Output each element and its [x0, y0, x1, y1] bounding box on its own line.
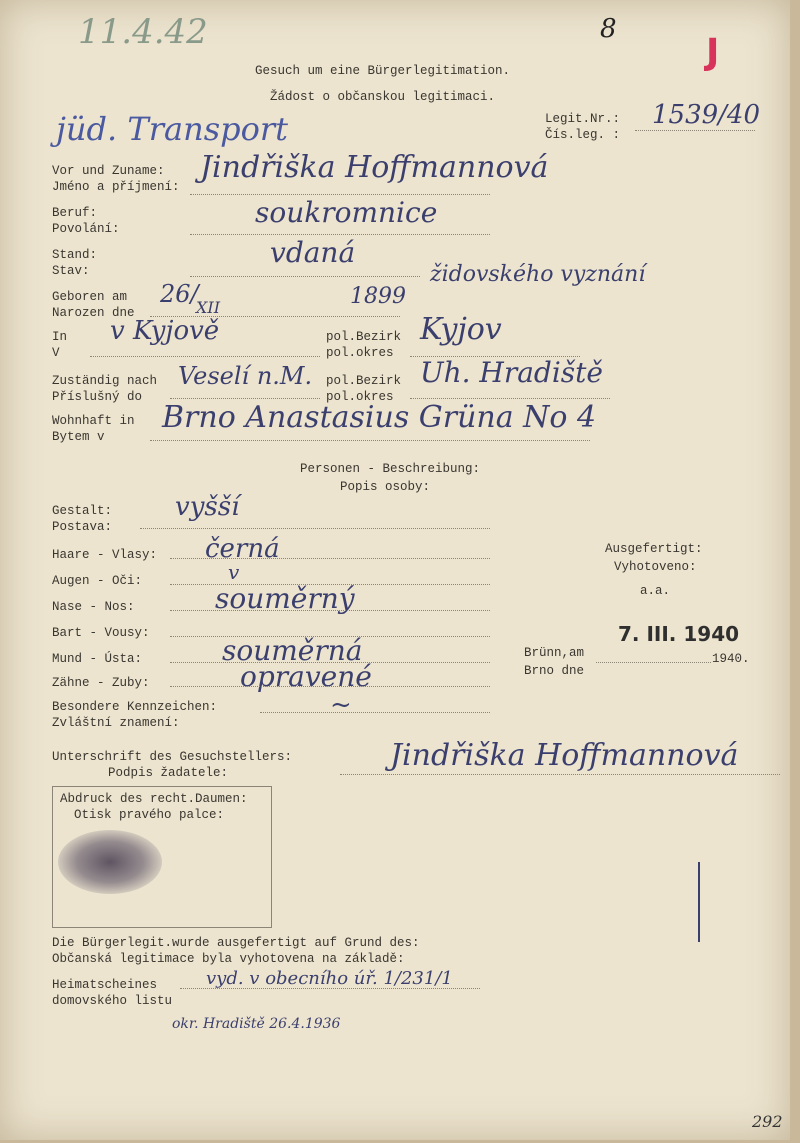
born-day: 26/	[160, 280, 199, 308]
issued-label-cz: Vyhotoveno:	[614, 560, 697, 574]
teeth-value: opravené	[240, 660, 372, 693]
stand-label-de: Stand:	[52, 248, 98, 262]
heimat-label-cz: domovského listu	[52, 994, 173, 1008]
nose-label: Nase - Nos:	[52, 600, 135, 614]
in-bezirk-de: pol.Bezirk	[326, 330, 402, 344]
zustandig-bezirk-line	[410, 398, 610, 399]
hair-label: Haare - Vlasy:	[52, 548, 158, 562]
signature-label-de: Unterschrift des Gesuchstellers:	[52, 750, 293, 764]
zustandig-line	[170, 398, 320, 399]
transport-note: jüd. Transport	[56, 110, 289, 148]
heimat-line	[180, 988, 480, 989]
teeth-line	[170, 686, 490, 687]
heimat-value: vyd. v obecního úř. 1/231/1	[206, 968, 453, 989]
mouth-value: souměrná	[222, 634, 363, 667]
issued-date-line	[596, 662, 711, 663]
beruf-label-de: Beruf:	[52, 206, 98, 220]
marks-value: ~	[330, 690, 352, 720]
stand-label-cz: Stav:	[52, 264, 90, 278]
wohnhaft-label-de: Wohnhaft in	[52, 414, 135, 428]
legit-nr-line	[635, 130, 755, 131]
nose-value: souměrný	[215, 582, 355, 615]
born-label-de: Geboren am	[52, 290, 128, 304]
issued-date-stamp: 7. III. 1940	[618, 622, 740, 646]
marks-label-cz: Zvláštní znamení:	[52, 716, 180, 730]
zustandig-label-de: Zuständig nach	[52, 374, 158, 388]
mouth-label: Mund - Ústa:	[52, 652, 143, 666]
pen-stroke	[698, 862, 700, 942]
hair-value: černá	[205, 534, 280, 564]
wohnhaft-value: Brno Anastasius Grüna No 4	[162, 400, 597, 435]
in-bezirk-cz: pol.okres	[326, 346, 394, 360]
gestalt-label-de: Gestalt:	[52, 504, 113, 518]
red-letter-j: J	[706, 32, 720, 73]
beard-label: Bart - Vousy:	[52, 626, 150, 640]
stand-line	[190, 276, 420, 277]
marks-label-de: Besondere Kennzeichen:	[52, 700, 218, 714]
in-value: v Kyjově	[110, 316, 220, 346]
legit-nr-value: 1539/40	[652, 100, 761, 130]
gestalt-line	[140, 528, 490, 529]
page-number: 292	[752, 1112, 783, 1131]
legit-nr-label-de: Legit.Nr.:	[545, 112, 621, 126]
born-label-cz: Narozen dne	[52, 306, 135, 320]
beruf-value: soukromnice	[255, 196, 438, 229]
issued-aa: a.a.	[640, 584, 671, 598]
zustandig-bezirk-de: pol.Bezirk	[326, 374, 402, 388]
title-de: Gesuch um eine Bürgerlegitimation.	[255, 64, 511, 78]
gestalt-value: vyšší	[175, 492, 240, 522]
in-bezirk-value: Kyjov	[420, 312, 502, 347]
name-line	[190, 194, 490, 195]
gestalt-label-cz: Postava:	[52, 520, 113, 534]
name-value: Jindřiška Hoffmannová	[200, 150, 549, 185]
zustandig-value: Veselí n.M.	[178, 362, 313, 390]
page-mark: 8	[600, 14, 617, 44]
thumb-label-cz: Otisk pravého palce:	[74, 808, 225, 822]
issued-year: 1940.	[712, 652, 750, 666]
wohnhaft-label-cz: Bytem v	[52, 430, 105, 444]
hair-line	[170, 558, 490, 559]
heimat-label-de: Heimatscheines	[52, 978, 158, 992]
wohnhaft-line	[150, 440, 590, 441]
in-line	[90, 356, 320, 357]
marks-line	[260, 712, 490, 713]
signature-value: Jindřiška Hoffmannová	[390, 738, 739, 773]
title-cz: Žádost o občanskou legitimaci.	[270, 90, 496, 104]
born-year: 1899	[350, 284, 406, 309]
zustandig-label-cz: Příslušný do	[52, 390, 143, 404]
basis-line1: Die Bürgerlegit.wurde ausgefertigt auf Grund des:	[52, 936, 420, 950]
teeth-label: Zähne - Zuby:	[52, 676, 150, 690]
religion-note: židovského vyznání	[430, 262, 646, 287]
in-label-de: In	[52, 330, 68, 344]
beruf-line	[190, 234, 490, 235]
eyes-value: v	[228, 560, 240, 584]
thumb-label-de: Abdruck des recht.Daumen:	[60, 792, 248, 806]
legit-nr-label-cz: Čís.leg. :	[545, 128, 621, 142]
issued-place-de: Brünn,am	[524, 646, 585, 660]
born-month: XII	[196, 298, 221, 317]
thumbprint-image	[58, 830, 162, 894]
name-label-cz: Jméno a příjmení:	[52, 180, 180, 194]
name-label-de: Vor und Zuname:	[52, 164, 165, 178]
eyes-label: Augen - Oči:	[52, 574, 143, 588]
basis-line2: Občanská legitimace byla vyhotovena na základě:	[52, 952, 405, 966]
beruf-label-cz: Povolání:	[52, 222, 120, 236]
description-title-cz: Popis osoby:	[340, 480, 431, 494]
issued-label-de: Ausgefertigt:	[605, 542, 703, 556]
in-label-cz: V	[52, 346, 60, 360]
description-title-de: Personen - Beschreibung:	[300, 462, 481, 476]
zustandig-bezirk-cz: pol.okres	[326, 390, 394, 404]
zustandig-bezirk-value: Uh. Hradiště	[420, 356, 603, 389]
heimat-value-2: okr. Hradiště 26.4.1936	[172, 1016, 341, 1032]
stand-value: vdaná	[270, 236, 356, 269]
nose-line	[170, 610, 490, 611]
signature-line	[340, 774, 780, 775]
issued-place-cz: Brno dne	[524, 664, 585, 678]
signature-label-cz: Podpis žadatele:	[108, 766, 229, 780]
pencil-date: 11.4.42	[78, 12, 208, 52]
